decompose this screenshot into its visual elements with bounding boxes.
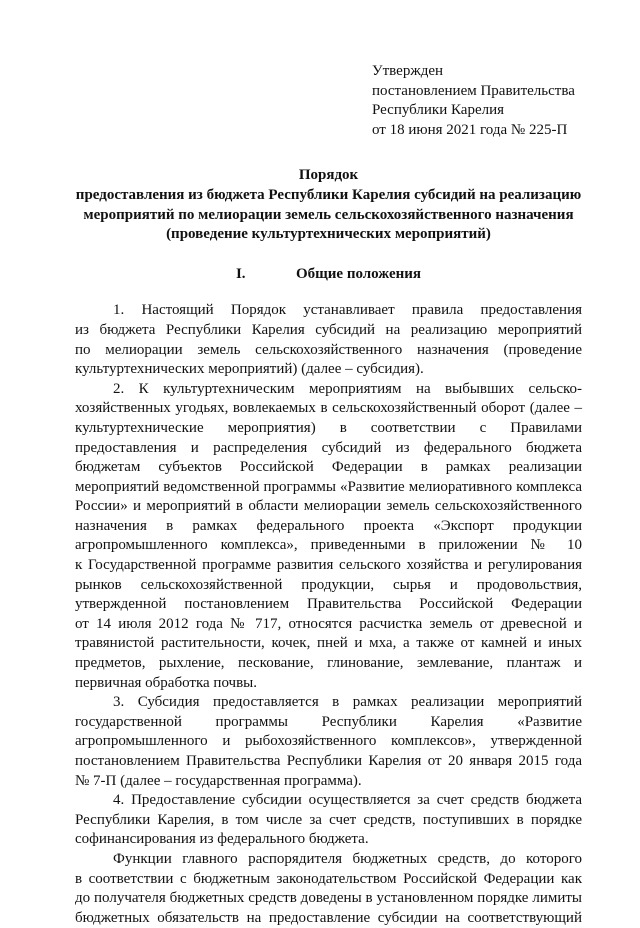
document-subtitle xyxy=(75,186,582,245)
approval-line: Республики Карелия xyxy=(372,102,505,119)
paragraph-line: № 7-П (далее – государственная программа). xyxy=(75,772,362,789)
section-number: I. xyxy=(235,265,246,282)
paragraph xyxy=(75,693,582,791)
section-heading xyxy=(75,265,582,285)
paragraph-line: постановлением Правительства Республики Карелия от 20 января 2015 года xyxy=(75,753,582,769)
paragraph-line: культуртехнических мероприятий) (далее – субсидия). xyxy=(75,361,424,378)
section-title: Общие положения xyxy=(295,265,422,282)
paragraph-line: назначения в рамках федерального проекта «Экспорт продукции xyxy=(75,517,582,534)
paragraph-line: травянистой растительности, кочек, пней и мха, а также от камней и иных xyxy=(75,635,582,652)
paragraph-line: бюджетных обязательств на предоставление субсидии на соответствующий xyxy=(75,909,582,926)
paragraph-line: Республики Карелия, в том числе за счет средств, поступивших в порядке xyxy=(75,811,582,828)
document-title: Порядок xyxy=(298,167,359,184)
paragraph-line: предметов, рыхление, пескование, глинование, землевание, плантаж и xyxy=(75,655,582,672)
paragraph-line: софинансирования из федерального бюджета. xyxy=(75,831,369,848)
approval-line: Утвержден xyxy=(372,63,444,79)
paragraph-line: предоставления и распределения субсидий из федерального бюджета xyxy=(75,439,582,456)
paragraph-line: хозяйственных угодьях, вовлекаемых в сельскохозяйственный оборот (далее – xyxy=(75,400,582,417)
paragraph xyxy=(75,380,582,694)
paragraph-line: 2. К культуртехническим мероприятиям на выбывших сельско- xyxy=(113,380,582,397)
paragraph-line: 1. Настоящий Порядок устанавливает правила предоставления xyxy=(113,302,582,319)
paragraph-line: агропромышленного и рыбохозяйственного комплексов», утвержденной xyxy=(75,733,582,750)
paragraph-line: из бюджета Республики Карелия субсидий на реализацию мероприятий xyxy=(75,321,582,338)
paragraph-line: государственной программы Республики Карелия «Развитие xyxy=(75,713,582,730)
paragraph-line: первичная обработка почвы. xyxy=(75,674,258,691)
paragraph-line: до получателя бюджетных средств доведены в установленном порядке лимиты xyxy=(75,890,582,907)
paragraph-line: по мелиорации земель сельскохозяйственного назначения (проведение xyxy=(75,341,582,358)
paragraph-line: утвержденной постановлением Правительства Российской Федерации xyxy=(75,596,582,613)
paragraph-line: Функции главного распорядителя бюджетных средств, до которого xyxy=(113,850,582,867)
paragraph-line: от 14 июля 2012 года № 717, относятся расчистка земель от древесной и xyxy=(75,615,582,632)
approval-line: от 18 июня 2021 года № 225-П xyxy=(372,121,568,138)
paragraph xyxy=(75,301,582,379)
paragraph-line: культуртехнические мероприятия) в соответствии с Правилами xyxy=(75,419,582,436)
subtitle-line: (проведение культуртехнических мероприятий) xyxy=(166,226,491,243)
approval-line: постановлением Правительства xyxy=(372,82,575,99)
paragraph-line: мероприятий ведомственной программы «Развитие мелиоративного комплекса xyxy=(75,478,582,495)
subtitle-line: мероприятий по мелиорации земель сельскохозяйственного назначения xyxy=(83,206,574,223)
paragraph-line: России» и мероприятий в области мелиорации земель сельскохозяйственного xyxy=(75,498,582,515)
paragraph-line: рынков сельскохозяйственной продукции, сырья и продовольствия, xyxy=(75,576,582,593)
paragraph-line: 3. Субсидия предоставляется в рамках реализации мероприятий xyxy=(113,694,582,711)
paragraph xyxy=(75,791,582,850)
subtitle-line: предоставления из бюджета Республики Карелия субсидий на реализацию xyxy=(75,186,582,203)
paragraph-line: агропромышленного комплекса», приведенными в приложении № 10 xyxy=(75,537,582,554)
document-body xyxy=(75,301,582,928)
paragraph-line: к Государственной программе развития сельского хозяйства и регулирования xyxy=(75,557,582,574)
approval-stamp xyxy=(372,62,582,140)
paragraph-line: в соответствии с бюджетным законодательством Российской Федерации как xyxy=(75,870,582,887)
paragraph xyxy=(75,850,582,928)
paragraph-line: бюджетам субъектов Российской Федерации в рамках реализации xyxy=(75,459,582,476)
paragraph-line: 4. Предоставление субсидии осуществляется за счет средств бюджета xyxy=(113,792,582,809)
